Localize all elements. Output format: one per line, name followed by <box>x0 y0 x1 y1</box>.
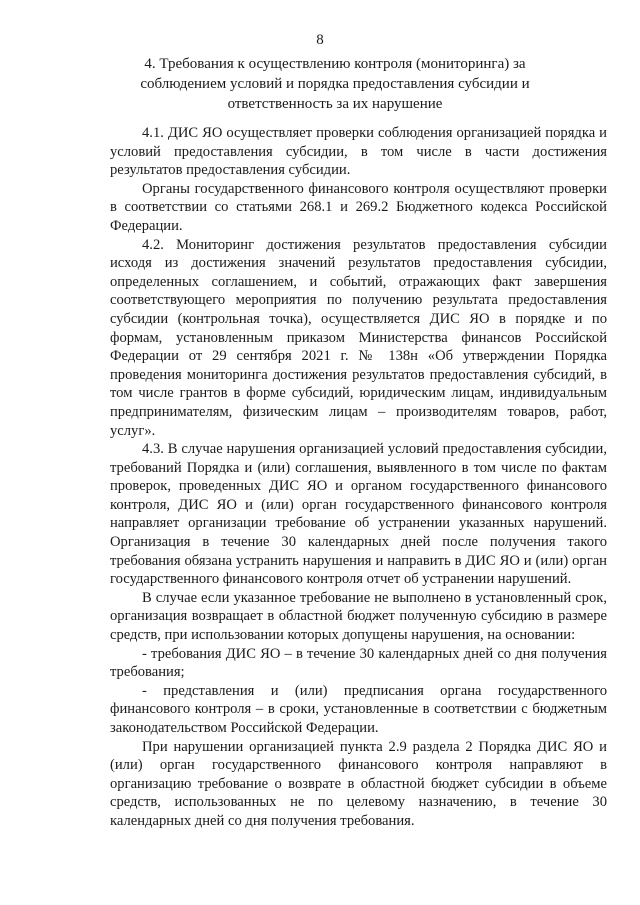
paragraph-misuse-refund: При нарушении организацией пункта 2.9 раздела 2 Порядка ДИС ЯО и (или) орган государственного финансового контроля направляют в организацию требование о возврате в областной бюджет субсидии в объеме средств, использованных не по целевому назначению, в течение 30 календарных дней со дня получения требования. <box>110 738 607 829</box>
list-item-dis-requirement: - требования ДИС ЯО – в течение 30 календарных дней со дня получения требования; <box>110 645 607 681</box>
section-title: 4. Требования к осуществлению контроля (мониторинга) за соблюдением условий и порядка предоставления субсидии и ответственность за их нарушение <box>140 56 530 112</box>
body-text <box>110 124 607 831</box>
paragraph-4-1: 4.1. ДИС ЯО осуществляет проверки соблюдения организацией порядка и условий предоставления субсидии, в том числе в части достижения результатов предоставления субсидии. <box>110 125 607 179</box>
paragraph-financial-control: Органы государственного финансового контроля осуществляют проверки в соответствии со статьями 268.1 и 269.2 Бюджетного кодекса Российской Федерации. <box>110 180 607 234</box>
page-number: 8 <box>316 32 324 48</box>
paragraph-4-3: 4.3. В случае нарушения организацией условий предоставления субсидии, требований Порядка и (или) соглашения, выявленного в том числе по фактам проверок, проведенных ДИС ЯО и органом государственного финансового контроля, ДИС ЯО и (или) орган государственного финансового контроля направляет организации требование об устранении указанных нарушений. Организация в течение 30 календарных дней после получения такого требования обязана устранить нарушения и направить в ДИС ЯО и (или) орган государственного финансового контроля отчет об устранении нарушений. <box>110 441 607 588</box>
paragraph-4-2: 4.2. Мониторинг достижения результатов предоставления субсидии исходя из достижения значений результатов предоставления субсидии, определенных соглашением, и событий, отражающих факт завершения соответствующего мероприятия по получению результата предоставления субсидии (контрольная точка), осуществляется ДИС ЯО в порядке и по формам, установленным приказом Министерства финансов Российской Федерации от 29 сентября 2021 г. № 138н «Об утверждении Порядка проведения мониторинга достижения результатов предоставления субсидий, в том числе грантов в форме субсидий, юридическим лицам, индивидуальным предпринимателям, физическим лицам – производителям товаров, работ, услуг». <box>110 236 607 439</box>
paragraph-refund-basis: В случае если указанное требование не выполнено в установленный срок, организация возвращает в областной бюджет полученную субсидию в размере средств, при использовании которых допущены нарушения, на основании: <box>110 589 607 644</box>
list-item-control-submission: - представления и (или) предписания органа государственного финансового контроля – в сроки, установленные в соответствии с бюджетным законодательством Российской Федерации. <box>110 682 607 736</box>
